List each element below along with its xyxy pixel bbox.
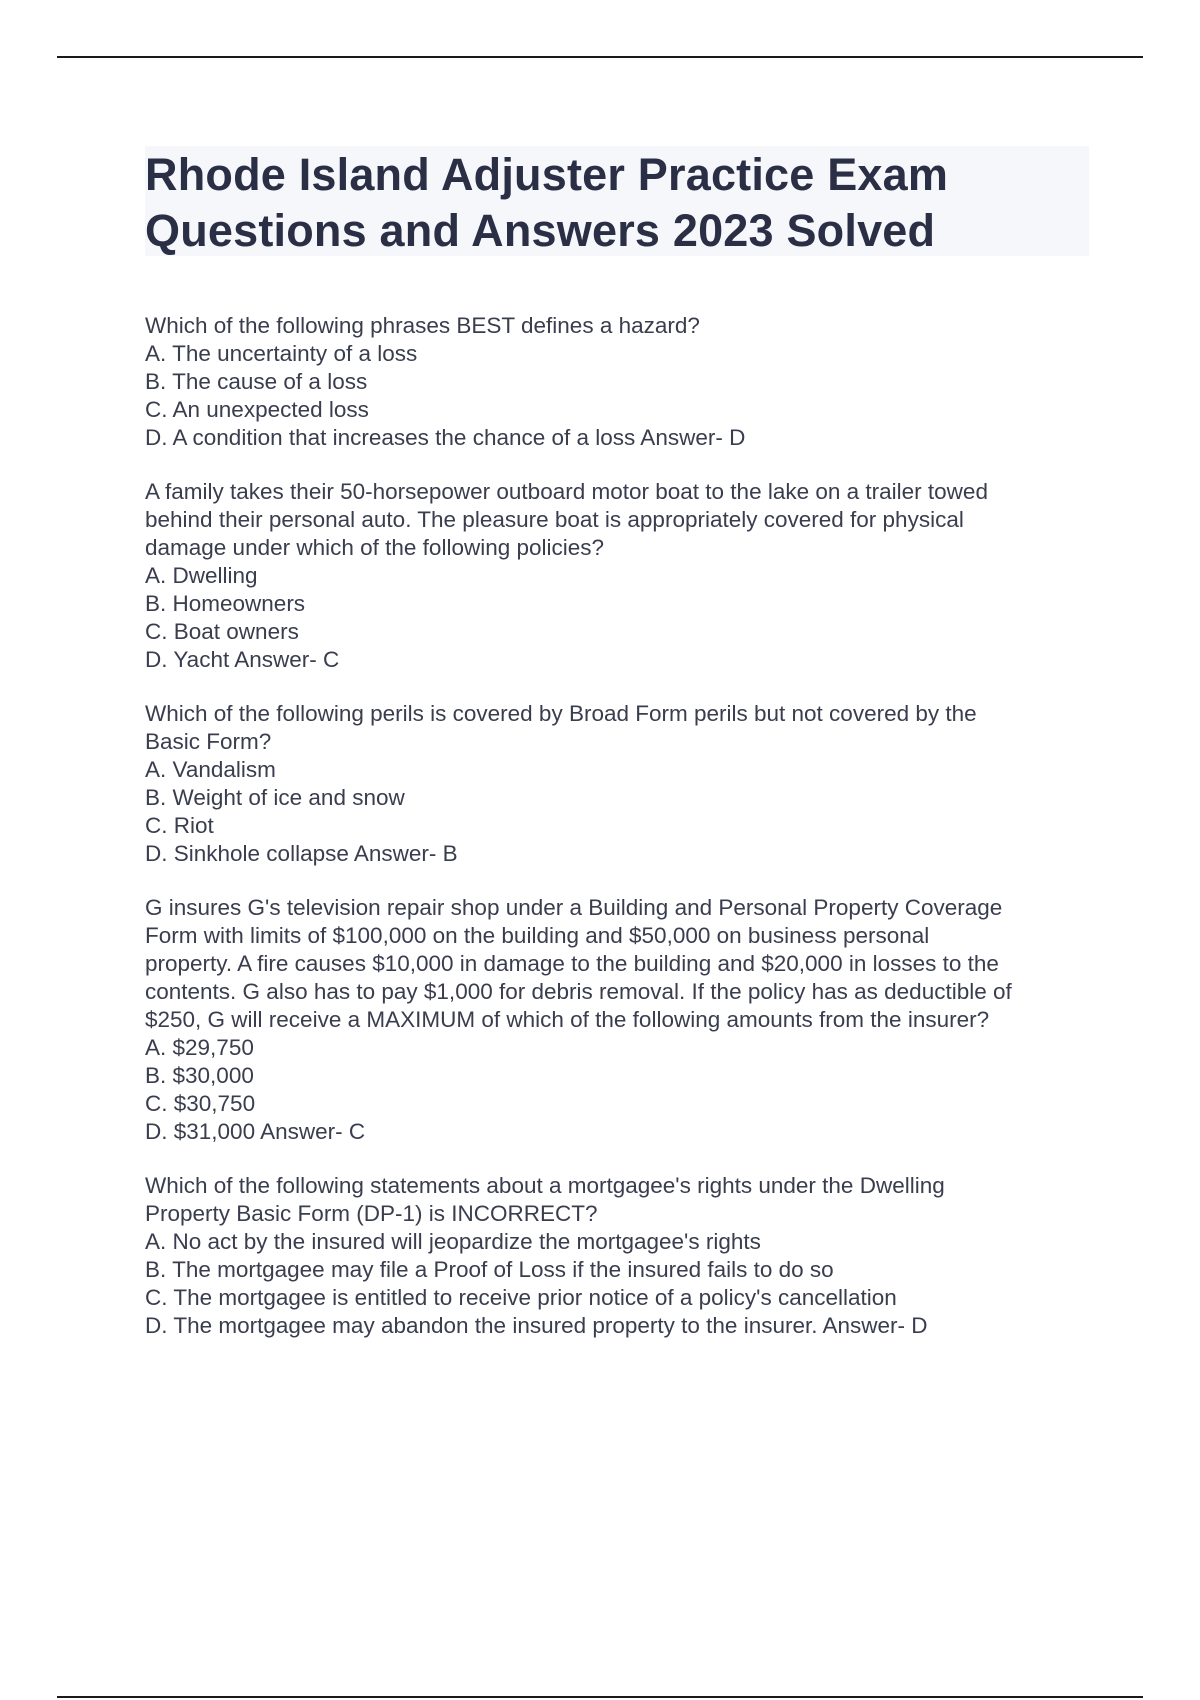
questions-list [145,312,1105,1366]
title-line-2: Questions and Answers 2023 Solved [145,205,936,256]
question-line: behind their personal auto. The pleasure boat is appropriately covered for physical [145,507,964,532]
question-line: property. A fire causes $10,000 in damage to the building and $20,000 in losses to the [145,951,999,976]
answer-option: D. A condition that increases the chance of a loss Answer- D [145,425,746,450]
title-line-1: Rhode Island Adjuster Practice Exam [145,149,949,200]
answer-option: D. The mortgagee may abandon the insured property to the insurer. Answer- D [145,1313,928,1338]
question-line: Which of the following perils is covered by Broad Form perils but not covered by the [145,701,977,726]
question-line: Property Basic Form (DP-1) is INCORRECT? [145,1201,598,1226]
answer-option: D. $31,000 Answer- C [145,1119,366,1144]
title-block [145,146,1089,256]
question-4 [145,894,1105,1146]
answer-option: A. No act by the insured will jeopardize the mortgagee's rights [145,1229,761,1254]
question-1 [145,312,1105,452]
document-title [145,146,1089,259]
question-line: A family takes their 50-horsepower outboard motor boat to the lake on a trailer towed [145,479,988,504]
question-line: $250, G will receive a MAXIMUM of which of the following amounts from the insurer? [145,1007,990,1032]
answer-option: B. Homeowners [145,591,306,616]
answer-option: C. $30,750 [145,1091,256,1116]
bottom-rule [57,1696,1143,1698]
answer-option: C. Boat owners [145,619,299,644]
answer-option: A. $29,750 [145,1035,254,1060]
question-2 [145,478,1105,674]
answer-option: C. Riot [145,813,214,838]
answer-option: B. Weight of ice and snow [145,785,405,810]
question-line: damage under which of the following policies? [145,535,605,560]
answer-option: B. The cause of a loss [145,369,368,394]
question-line: Which of the following statements about a mortgagee's rights under the Dwelling [145,1173,945,1198]
question-line: Form with limits of $100,000 on the building and $50,000 on business personal [145,923,930,948]
answer-option: D. Yacht Answer- C [145,647,340,672]
answer-option: C. An unexpected loss [145,397,369,422]
answer-option: A. The uncertainty of a loss [145,341,418,366]
top-rule [57,56,1143,58]
answer-option: B. The mortgagee may file a Proof of Loss if the insured fails to do so [145,1257,834,1282]
question-3 [145,700,1105,868]
answer-option: C. The mortgagee is entitled to receive prior notice of a policy's cancellation [145,1285,897,1310]
answer-option: A. Dwelling [145,563,258,588]
answer-option: A. Vandalism [145,757,276,782]
question-line: G insures G's television repair shop under a Building and Personal Property Coverage [145,895,1003,920]
question-5 [145,1172,1105,1340]
answer-option: B. $30,000 [145,1063,254,1088]
question-line: contents. G also has to pay $1,000 for debris removal. If the policy has as deductible of [145,979,1012,1004]
question-line: Which of the following phrases BEST defines a hazard? [145,313,700,338]
question-line: Basic Form? [145,729,272,754]
answer-option: D. Sinkhole collapse Answer- B [145,841,458,866]
